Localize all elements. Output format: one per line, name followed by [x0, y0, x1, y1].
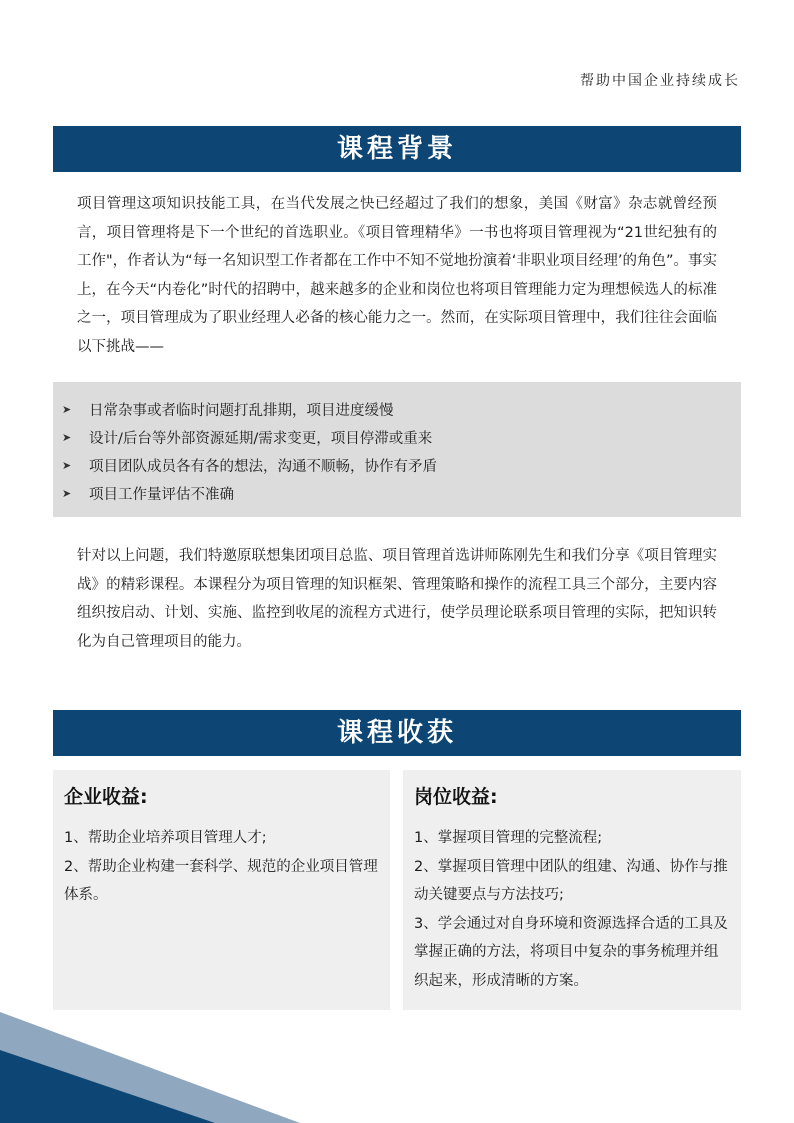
position-benefit-item: 1、掌握项目管理的完整流程;	[414, 830, 603, 846]
challenge-item	[53, 479, 741, 507]
position-benefit-item: 3、学会通过对自身环境和资源选择合适的工具及掌握正确的方法，将项目中复杂的事务梳理并组织起来，形成清晰的方案。	[414, 915, 728, 989]
challenges-list	[53, 382, 741, 517]
background-closing-paragraph: 针对以上问题，我们特邀原联想集团项目总监、项目管理首选讲师陈刚先生和我们分享《项目管理实战》的精彩课程。本课程分为项目管理的知识框架、管理策略和操作的流程工具三个部分，主要内容组织按启动、计划、实施、监控到收尾的流程方式进行，使学员理论联系项目管理的实际，把知识转化为自己管理项目的能力。	[77, 548, 717, 650]
section-title-gains: 课程收获	[53, 710, 741, 756]
enterprise-benefits-box	[53, 770, 390, 1010]
challenge-text: 项目工作量评估不准确	[89, 486, 234, 503]
position-benefits-title: 岗位收益:	[414, 786, 498, 808]
challenge-text: 日常杂事或者临时问题打乱排期，项目进度缓慢	[89, 402, 394, 419]
header-tagline: 帮助中国企业持续成长	[580, 73, 740, 89]
arrow-bullet-icon: ➤	[62, 458, 72, 472]
challenge-item	[53, 395, 741, 423]
section-title-background: 课程背景	[53, 126, 741, 172]
challenge-item	[53, 423, 741, 451]
enterprise-benefit-item: 2、帮助企业构建一套科学、规范的企业项目管理体系。	[64, 858, 378, 904]
enterprise-benefit-item: 1、帮助企业培养项目管理人才;	[64, 830, 267, 846]
arrow-bullet-icon: ➤	[62, 402, 72, 416]
enterprise-benefits-title: 企业收益:	[64, 786, 148, 808]
arrow-bullet-icon: ➤	[62, 486, 72, 500]
position-benefits-box	[403, 770, 741, 1010]
challenge-text: 项目团队成员各有各的想法，沟通不顺畅，协作有矛盾	[89, 458, 437, 475]
challenge-text: 设计/后台等外部资源延期/需求变更，项目停滞或重来	[89, 430, 433, 447]
corner-decoration	[0, 1012, 300, 1123]
background-intro-paragraph: 项目管理这项知识技能工具，在当代发展之快已经超过了我们的想象，美国《财富》杂志就曾经预言，项目管理将是下一个世纪的首选职业。《项目管理精华》一书也将项目管理视为“21世纪独有的工作"，作者认为“每一名知识型工作者都在工作中不知不觉地扮演着‘非职业项目经理’的角色”。事实上，在今天“内卷化”时代的招聘中，越来越多的企业和岗位也将项目管理能力定为理想候选人的标准之一，项目管理成为了职业经理人必备的核心能力之一。然而，在实际项目管理中，我们往往会面临以下挑战——	[77, 196, 717, 355]
position-benefit-item: 2、掌握项目管理中团队的组建、沟通、协作与推动关键要点与方法技巧;	[414, 858, 728, 904]
challenge-item	[53, 451, 741, 479]
arrow-bullet-icon: ➤	[62, 430, 72, 444]
